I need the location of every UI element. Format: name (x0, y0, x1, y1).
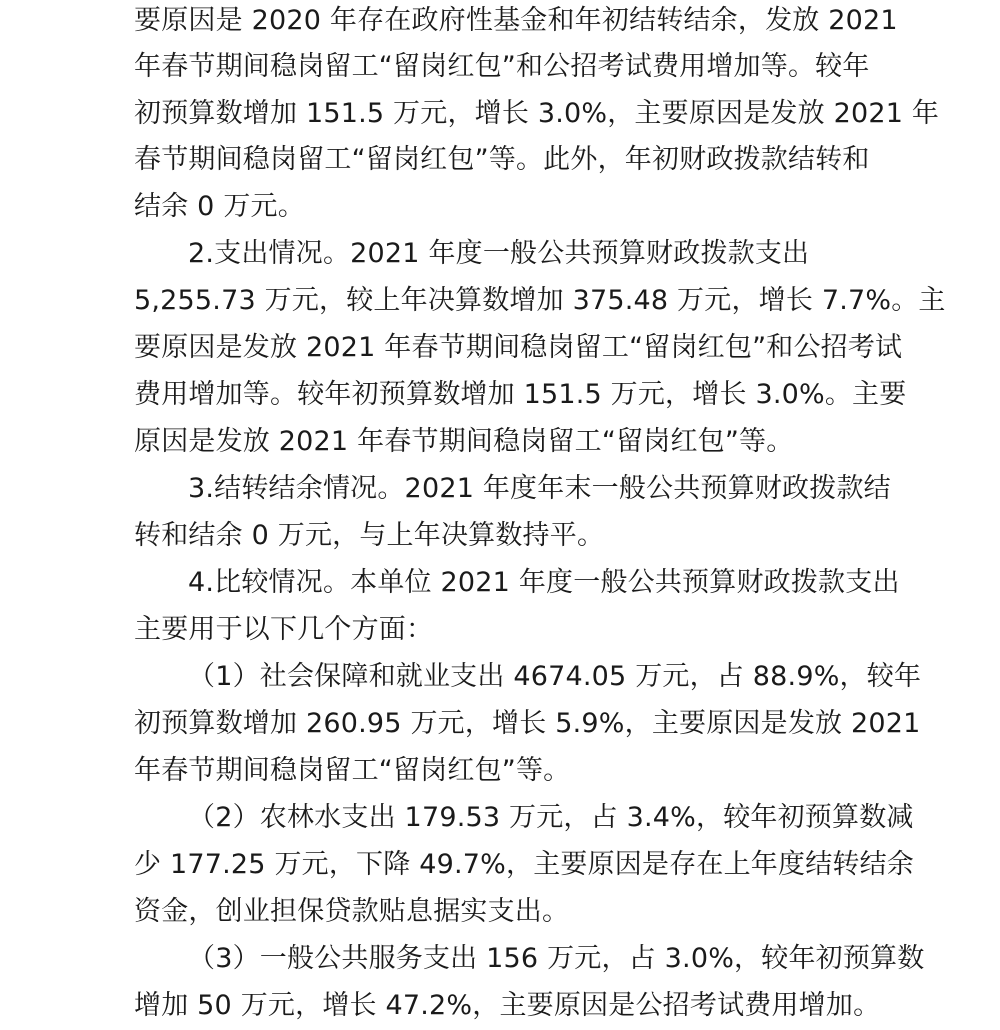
text-line: （1）社会保障和就业支出 4674.05 万元，占 88.9%，较年 (188, 661, 922, 692)
text-line: 原因是发放 2021 年春节期间稳岗留工“留岗红包”等。 (134, 426, 794, 457)
text-line: 主要用于以下几个方面： (134, 614, 434, 645)
text-line: 费用增加等。较年初预算数增加 151.5 万元，增长 3.0%。主要 (134, 379, 907, 410)
text-line: （2）农林水支出 179.53 万元，占 3.4%，较年初预算数减 (188, 802, 914, 833)
text-line: 转和结余 0 万元，与上年决算数持平。 (134, 520, 605, 551)
text-line: 少 177.25 万元，下降 49.7%，主要原因是存在上年度结转结余 (134, 849, 914, 880)
text-line: 初预算数增加 260.95 万元，增长 5.9%，主要原因是发放 2021 (134, 708, 921, 739)
text-line: 初预算数增加 151.5 万元，增长 3.0%，主要原因是发放 2021 年 (134, 98, 940, 129)
text-line: 增加 50 万元，增长 47.2%，主要原因是公招考试费用增加。 (134, 990, 881, 1021)
text-line: 5,255.73 万元，较上年决算数增加 375.48 万元，增长 7.7%。主 (134, 285, 946, 316)
text-line: 3.结转结余情况。2021 年度年末一般公共预算财政拨款结 (188, 473, 891, 504)
text-line: 2.支出情况。2021 年度一般公共预算财政拨款支出 (188, 238, 810, 269)
text-line: 结余 0 万元。 (134, 191, 305, 222)
text-line: （3）一般公共服务支出 156 万元，占 3.0%，较年初预算数 (188, 943, 925, 974)
text-line: 4.比较情况。本单位 2021 年度一般公共预算财政拨款支出 (188, 567, 900, 598)
text-line: 资金，创业担保贷款贴息据实支出。 (134, 896, 570, 927)
text-line: 要原因是发放 2021 年春节期间稳岗留工“留岗红包”和公招考试 (134, 332, 903, 363)
text-line: 年春节期间稳岗留工“留岗红包”和公招考试费用增加等。较年 (134, 51, 870, 82)
text-line: 年春节期间稳岗留工“留岗红包”等。 (134, 755, 571, 786)
text-line: 要原因是 2020 年存在政府性基金和年初结转结余，发放 2021 (134, 5, 898, 36)
text-line: 春节期间稳岗留工“留岗红包”等。此外，年初财政拨款结转和 (134, 144, 870, 175)
